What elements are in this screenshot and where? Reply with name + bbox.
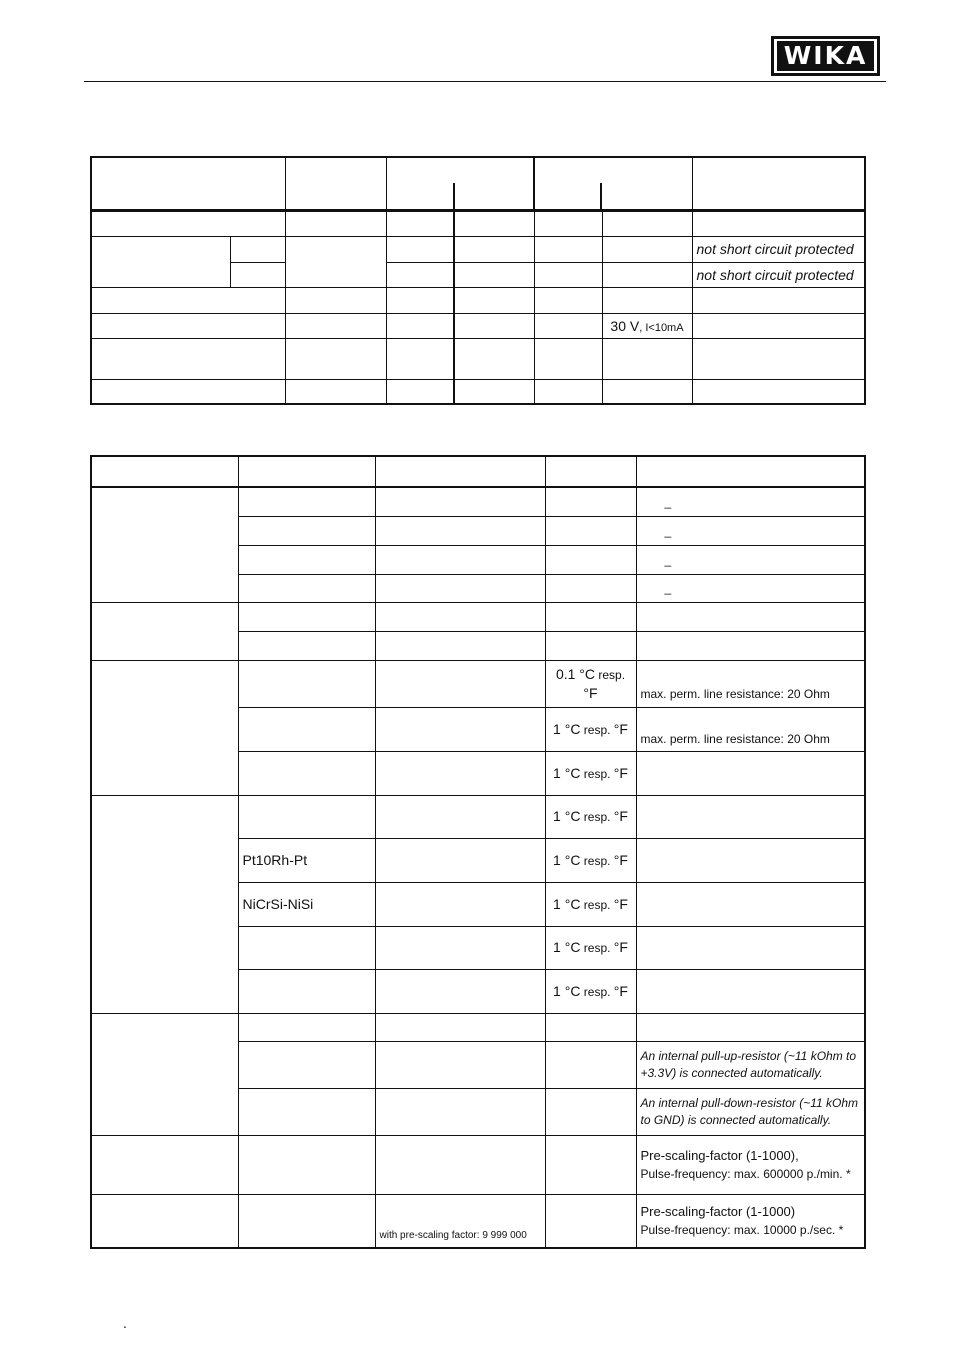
line-resistance-note: max. perm. line resistance: 20 Ohm [636,660,865,707]
logo-text: WIKA [777,41,874,71]
resolution-cell: 1 °C resp. °F [545,838,636,882]
short-circuit-note: not short circuit protected [692,236,865,262]
input-spec-table [90,455,866,1249]
t1-head-cell [692,157,865,210]
table1-row [91,236,865,262]
dash-mark: _ [636,516,865,545]
dash-mark: _ [636,574,865,602]
short-circuit-note: not short circuit protected [692,262,865,287]
frequency-note: Pre-scaling-factor (1-1000) Pulse-frequency: max. 10000 p./sec. * [636,1194,865,1248]
table1-row [91,338,865,379]
table2-row [91,795,865,838]
table1-header-row [91,157,865,210]
t1-head-cell [285,157,386,210]
max-voltage-cell: 30 V, I<10mA [602,313,692,338]
table2-row [91,487,865,516]
t1-head-cell [91,157,285,210]
pre-scaling-range-note: with pre-scaling factor: 9 999 000 [375,1194,545,1248]
resolution-cell: 1 °C resp. °F [545,795,636,838]
table2-row [91,602,865,631]
header-rule [84,81,886,82]
output-spec-table [90,156,866,405]
t1-head-cell [534,157,692,210]
resolution-cell: 1 °C resp. °F [545,969,636,1013]
table1-row [91,379,865,404]
header-divider [600,183,602,210]
sensor-type-label: NiCrSi-NiSi [238,882,375,926]
table1-row [91,210,865,236]
table1-row [91,313,865,338]
table2-row [91,1013,865,1041]
table2-header-row [91,456,865,487]
resolution-cell: 1 °C resp. °F [545,926,636,969]
wika-logo [771,36,880,76]
dash-mark: _ [636,487,865,516]
table2-row [91,1194,865,1248]
resolution-cell: 1 °C resp. °F [545,751,636,795]
resolution-cell: 0.1 °C resp. °F [545,660,636,707]
pull-down-note: An internal pull-down-resistor (~11 kOhm to GND) is connected automatically. [636,1088,865,1135]
footnote-marker: . [123,1315,127,1331]
table2-row [91,660,865,707]
counter-note: Pre-scaling-factor (1-1000), Pulse-frequency: max. 600000 p./min. * [636,1135,865,1194]
sensor-type-label: Pt10Rh-Pt [238,838,375,882]
resolution-cell: 1 °C resp. °F [545,882,636,926]
table2-row [91,1135,865,1194]
line-resistance-note: max. perm. line resistance: 20 Ohm [636,707,865,751]
t1-head-cell [386,157,534,210]
header-divider [453,183,455,210]
pull-up-note: An internal pull-up-resistor (~11 kOhm to +3.3V) is connected automatically. [636,1041,865,1088]
dash-mark: _ [636,545,865,574]
table1-row [91,287,865,313]
resolution-cell: 1 °C resp. °F [545,707,636,751]
